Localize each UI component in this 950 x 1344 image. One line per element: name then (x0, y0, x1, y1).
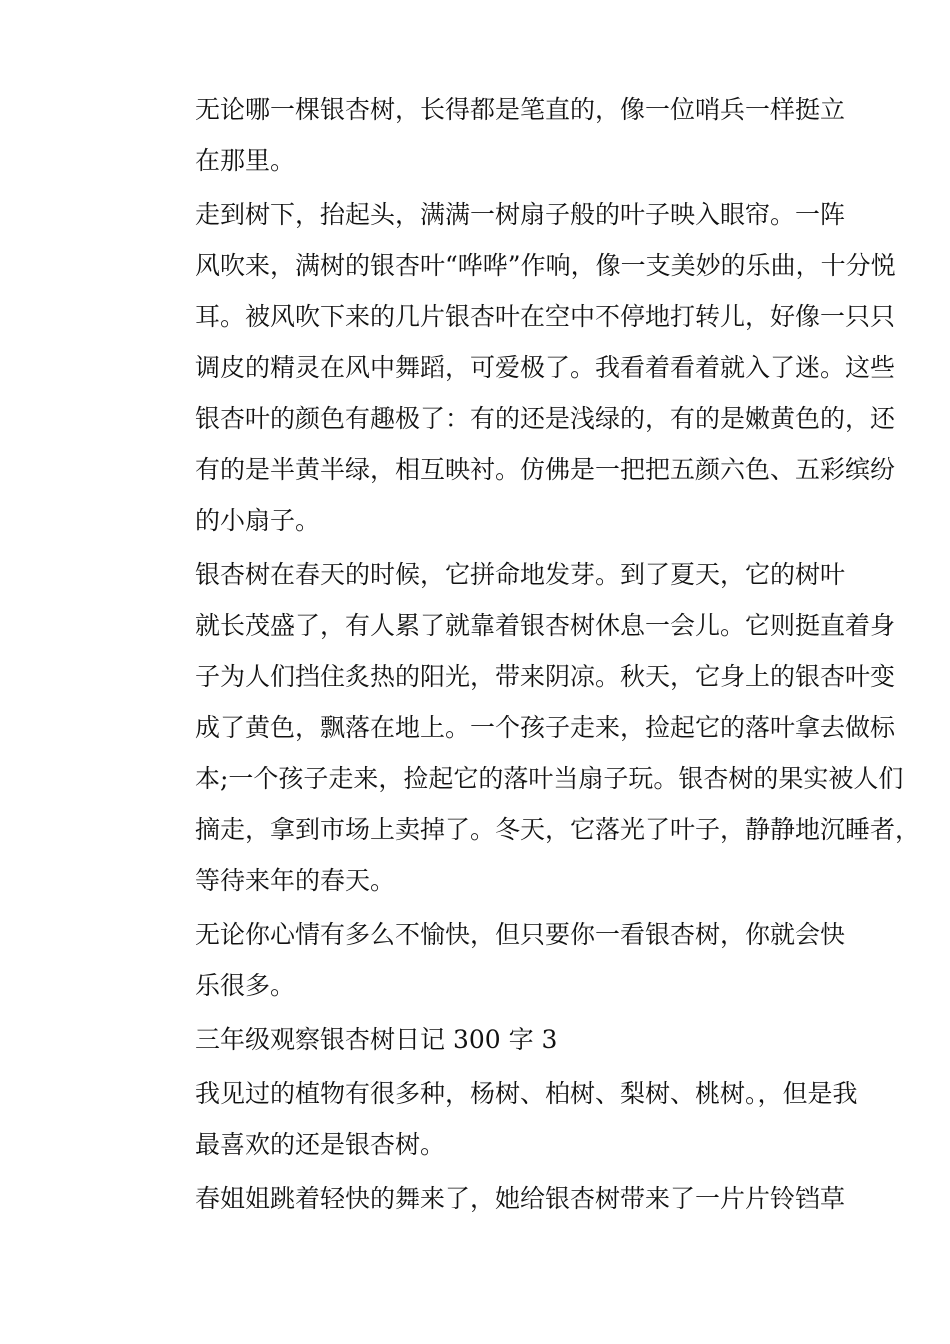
section-heading: 三年级观察银杏树日记 300 字 3 (195, 1025, 558, 1054)
text-line: 耳。被风吹下来的几片银杏叶在空中不停地打转儿，好像一只只 (195, 302, 896, 331)
paragraph-5 (145, 1068, 858, 1170)
text-line: 银杏叶的颜色有趣极了：有的还是浅绿的，有的是嫩黄色的，还 (195, 404, 896, 433)
text-line: 走到树下，抬起头，满满一树扇子般的叶子映入眼帘。一阵 (195, 200, 846, 229)
text-line: 的小扇子。 (195, 506, 321, 535)
text-line: 在那里。 (195, 146, 296, 175)
text-line: 就长茂盛了，有人累了就靠着银杏树休息一会儿。它则挺直着身 (195, 611, 896, 640)
text-line: 我见过的植物有很多种，杨树、柏树、梨树、桃树。，但是我 (195, 1079, 858, 1108)
paragraph-2 (145, 189, 896, 546)
text-line: 最喜欢的还是银杏树。 (195, 1130, 446, 1159)
text-line: 子为人们挡住炙热的阳光，带来阴凉。秋天，它身上的银杏叶变 (195, 662, 896, 691)
text-line: 有的是半黄半绿，相互映衬。仿佛是一把把五颜六色、五彩缤纷 (195, 455, 896, 484)
text-line: 春姐姐跳着轻快的舞来了，她给银杏树带来了一片片铃铛草 (195, 1184, 846, 1213)
paragraph-6 (145, 1173, 846, 1224)
text-line: 等待来年的春天。 (195, 866, 396, 895)
text-line: 风吹来，满树的银杏叶“哗哗”作响，像一支美妙的乐曲，十分悦 (195, 251, 896, 280)
paragraph-4 (145, 909, 846, 1011)
text-line: 乐很多。 (195, 971, 296, 1000)
text-line: 无论哪一棵银杏树，长得都是笔直的，像一位哨兵一样挺立 (195, 95, 846, 124)
document-body (145, 84, 921, 1224)
text-line: 本;一个孩子走来，捡起它的落叶当扇子玩。银杏树的果实被人们 (195, 764, 904, 793)
text-line: 调皮的精灵在风中舞蹈，可爱极了。我看着看着就入了迷。这些 (195, 353, 896, 382)
text-line: 银杏树在春天的时候，它拼命地发芽。到了夏天，它的树叶 (195, 560, 846, 589)
text-line: 摘走，拿到市场上卖掉了。冬天，它落光了叶子，静静地沉睡者， (195, 815, 921, 844)
text-line: 无论你心情有多么不愉快，但只要你一看银杏树，你就会快 (195, 920, 846, 949)
text-line: 成了黄色，飘落在地上。一个孩子走来，捡起它的落叶拿去做标 (195, 713, 896, 742)
paragraph-3 (145, 549, 921, 906)
paragraph-1 (145, 84, 846, 186)
